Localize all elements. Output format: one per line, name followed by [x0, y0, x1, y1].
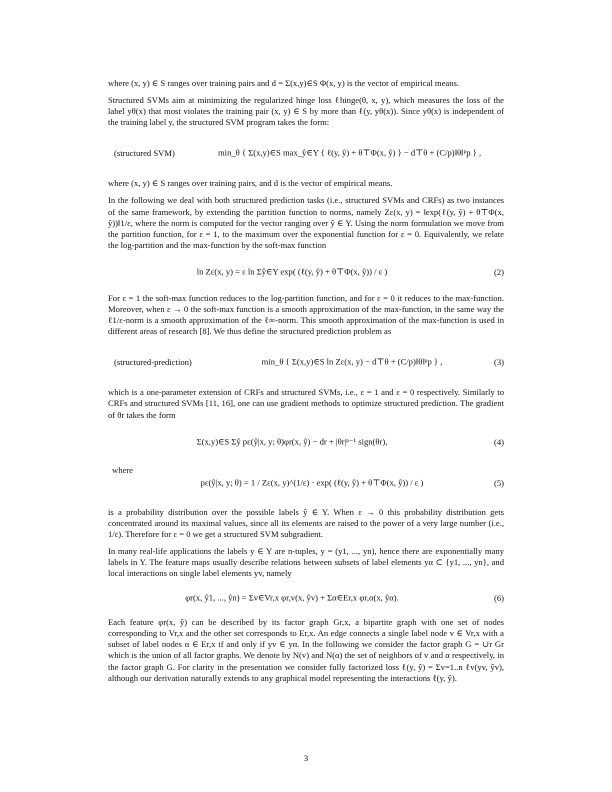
equation-number: (3): [493, 357, 504, 368]
paragraph: For ε = 1 the soft-max function reduces to the log-partition function, and for ε = 0 it reduces to the max-function. Moreover, when ε → 0 the soft-max function is a smooth approximation of the max-function, in the same way the ℓ1/ε-norm is a smooth approximation of the ℓ∞-norm. This smooth approximation of the max-function is used in different areas of research [8]. We thus define the structured prediction problem as: [108, 292, 504, 337]
equation-4: [108, 427, 504, 457]
equation-body: φr(x, ŷ1, ..., ŷn) = Σv∈Vr,x φr,v(x, ŷv) + Σα∈Er,x φr,α(x, ŷα).: [185, 592, 399, 603]
paragraph: Each feature φr(x, ŷ) can be described by its factor graph Gr,x, a bipartite graph with one set of nodes corresponding to Vr,x and the other set corresponds to Er,x. An edge connects a single label node v ∈ Vr,x with a subset of label nodes α ∈ Er,x if and only if yv ∈ yα. In the following we consider the factor graph G = ∪r Gr which is the union of all factor graphs. We denote by N(v) and N(α) the set of neighbors of v and α respectively, in the factor graph G. For clarity in the presentation we consider fully factorized loss ℓ(y, ŷ) = Σv=1..n ℓv(yv, ŷv), although our derivation naturally extends to any graphical model representing the interactions ℓ(y, ŷ).: [108, 617, 504, 683]
paragraph: In the following we deal with both structured prediction tasks (i.e., structured SVMs and CRFs) as two instances of the same framework, by extending the partition function to norms, namely Zε(x, y) = ‖exp(ℓ(y, ŷ) + θ⊤Φ(x, ŷ))‖1/ε, where the norm is computed for the vector ranging over ŷ ∈ Y. Using the norm formulation we move from the partition function, for ε = 1, to the maximum over the exponential function for ε = 0. Equivalently, we relate the log-partition and the max-function by the soft-max function: [108, 195, 504, 250]
equation-6: [108, 585, 504, 611]
equation-number: (6): [493, 593, 504, 604]
equation-number: (2): [493, 266, 504, 277]
paragraph: is a probability distribution over the possible labels ŷ ∈ Y. When ε → 0 this probability distribution gets concentrated around its maximal values, since all its elements are raised to the power of a very large number (i.e., 1/ε). Therefore for ε = 0 we get a structured SVM subgradient.: [108, 506, 504, 539]
equation-3: [108, 343, 504, 381]
equation-2: [108, 257, 504, 287]
equation-number: (5): [493, 477, 504, 488]
paragraph: where (x, y) ∈ S ranges over training pairs and d = Σ(x,y)∈S Φ(x, y) is the vector of empirical means.: [108, 78, 460, 88]
equation-5: [108, 463, 504, 503]
equation-body: min_θ { Σ(x,y)∈S ln Zε(x, y) − d⊤θ + (C/p)‖θ‖ᵖp } ,: [261, 356, 443, 367]
paragraph: which is a one-parameter extension of CRFs and structured SVMs, i.e., ε = 1 and ε = 0 respectively. Similarly to CRFs and structured SVMs [11, 16], one can use gradient methods to optimize structured prediction. The gradient of θr takes the form: [108, 387, 504, 420]
equation-label: (structured-prediction): [114, 357, 192, 368]
equation-body: pε(ŷ|x, y; θ) = 1 / Zε(x, y)^(1/ε) · exp( (ℓ(y, ŷ) + θ⊤Φ(x, ŷ)) / ε ): [200, 477, 424, 488]
paragraph: where (x, y) ∈ S ranges over training pairs, and d is the vector of empirical means.: [108, 178, 393, 189]
equation-body: Σ(x,y)∈S Σŷ pε(ŷ|x, y; θ)φr(x, ŷ) − dr + |θr|ᵖ⁻¹ sign(θr),: [196, 436, 388, 447]
paragraph: In many real-life applications the labels y ∈ Y are n-tuples, y = (y1, ..., yn), hence there are exponentially many labels in Y. The feature maps usually describe relations between subsets of label elements yα ⊂ {y1, ..., yn}, and local interactions on single label elements yv, namely: [108, 545, 504, 579]
page-body: [108, 78, 504, 690]
equation-body: min_θ { Σ(x,y)∈S max_ŷ∈Y { ℓ(y, ŷ) + θ⊤Φ(x, ŷ) } − d⊤θ + (C/p)‖θ‖ᵖp } ,: [218, 147, 482, 158]
equation-number: (4): [493, 436, 504, 447]
paragraph: Structured SVMs aim at minimizing the regularized hinge loss ℓhinge(θ, x, y), which measures the loss of the label yθ(x) that most violates the training pair (x, y) ∈ S by more than ℓ(y, yθ(x)). Since yθ(x) is independent of the training label y, the structured SVM program takes the form:: [108, 95, 504, 128]
equation-structured-svm: [108, 134, 504, 172]
equation-where-label: where: [112, 464, 133, 475]
equation-body: ln Zε(x, y) = ε ln Σŷ∈Y exp( (ℓ(y, ŷ) + θ⊤Φ(x, ŷ)) / ε ): [196, 266, 388, 277]
equation-label: (structured SVM): [114, 148, 175, 159]
page-number: 3: [303, 753, 309, 763]
